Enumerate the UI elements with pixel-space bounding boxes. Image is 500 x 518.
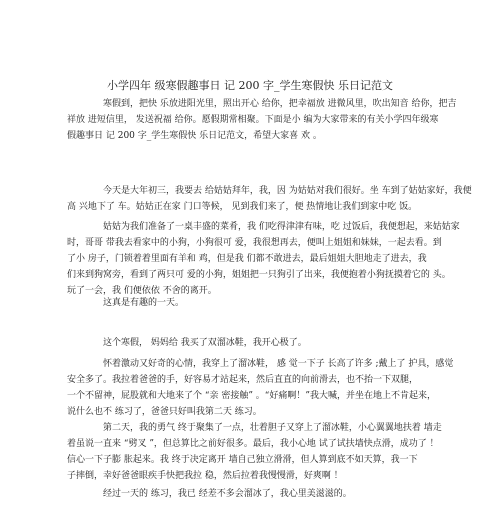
text-line: 时，哥哥 带我去看家中的小狗，小狗很可 爱，我很想再去，便叫上姐姐和妹妹，一起去看。到 (67, 238, 442, 248)
paragraph-intro (67, 96, 457, 144)
text-line: 第二天，我的勇气 终于聚集了一点，壮着胆子又穿上了溜冰鞋，小心翼翼地扶着 墙走 (103, 423, 442, 433)
text-line: 假趣事日 记 200 字_学生寒假快 乐日记范文，希望大家喜 欢 。 (67, 131, 322, 141)
text-line: 子摔倒，幸好爸爸眼疾手快把我拉 稳，然后拉着我慢慢滑，好爽啊 ！ (67, 471, 343, 481)
text-line: 怀着激动又好奇的心情，我穿上了溜冰鞋， 感 觉一下子 长高了许多 ;戴上了 护具，感觉 (103, 359, 454, 369)
text-line: 了小 房子，门锁着着里面有羊和 鸡，但是我 们都不敢进去，最后姐姐大胆地走了进去，我 (67, 254, 427, 264)
paragraph-3 (85, 295, 415, 311)
text-line: 玩了一会，我 们便依依 不舍的离开。 (67, 286, 217, 296)
text-line: 们来到狗窝旁，看到了两只可 爱的小狗，姐姐把一只狗引了出来，我便抱着小狗抚摸着它的 头。 (67, 270, 451, 280)
text-line: 这个寒假， 妈妈给 我买了双溜冰鞋，我开心极了。 (103, 338, 307, 348)
text-line: 祥放 进短信里， 发送祝福 给你。愿假期常相聚。下面是小 编为大家带来的有关小学四年级寒 (67, 115, 439, 125)
text-line: 姑姑为我们准备了一桌丰盛的菜肴，我 们吃得津津有味，吃 过饭后，我便想起，来姑姑家 (103, 222, 460, 232)
paragraph-1 (67, 183, 472, 215)
text-line: 高 兴地下了 车。姑姑正在家 门口等候， 见到我们来了，便 热情地让我们到家中吃 饭。 (67, 202, 418, 212)
paragraph-2 (67, 219, 460, 299)
paragraph-5 (67, 356, 454, 420)
text-line: 这真是有趣的一天。 (103, 298, 185, 308)
text-line: 经过一天的 练习，我已 经差不多会溜冰了，我心里美滋滋的。 (103, 489, 352, 499)
paragraph-7 (85, 486, 415, 502)
text-line: 今天是大年初三，我要去 给姑姑拜年，我，因 为姑姑对我们很好。坐 车到了姑姑家好，我便 (103, 186, 472, 196)
text-line: 信心一下子膨 胀起来。我 终于决定离开 墙自己独立滑滑，但人算到底不如天算，我一下 (67, 455, 418, 465)
text-line: 安全多了。我拉着爸爸的手，好容易才站起来，然后直直的向前滑去，也不抬一下双腿， (67, 375, 419, 385)
text-line: 一个不留神，屁股就和大地来了个 “亲 密接触” 。“好痛啊！”我大喊，并坐在地上不肯起来， (67, 391, 436, 401)
text-line: 着虽说一直来 “劈叉 ”，但总算比之前好很多。最后，我小心地 试了试扶墙快点滑，成功了 ！ (67, 439, 439, 449)
text-line: 寒假到，把快 乐放进阳光里，照出开心 给你，把幸福放 进微风里，吹出知音 给你，把吉 (103, 99, 457, 109)
paragraph-4 (85, 335, 415, 351)
text-line: 说什么也不 练习了，爸爸只好叫我第二天 练习。 (67, 407, 262, 417)
document-title: 小学四年 级寒假趣事日 记 200 字_学生寒假快 乐日记范文 (107, 79, 393, 92)
paragraph-6 (67, 420, 442, 484)
